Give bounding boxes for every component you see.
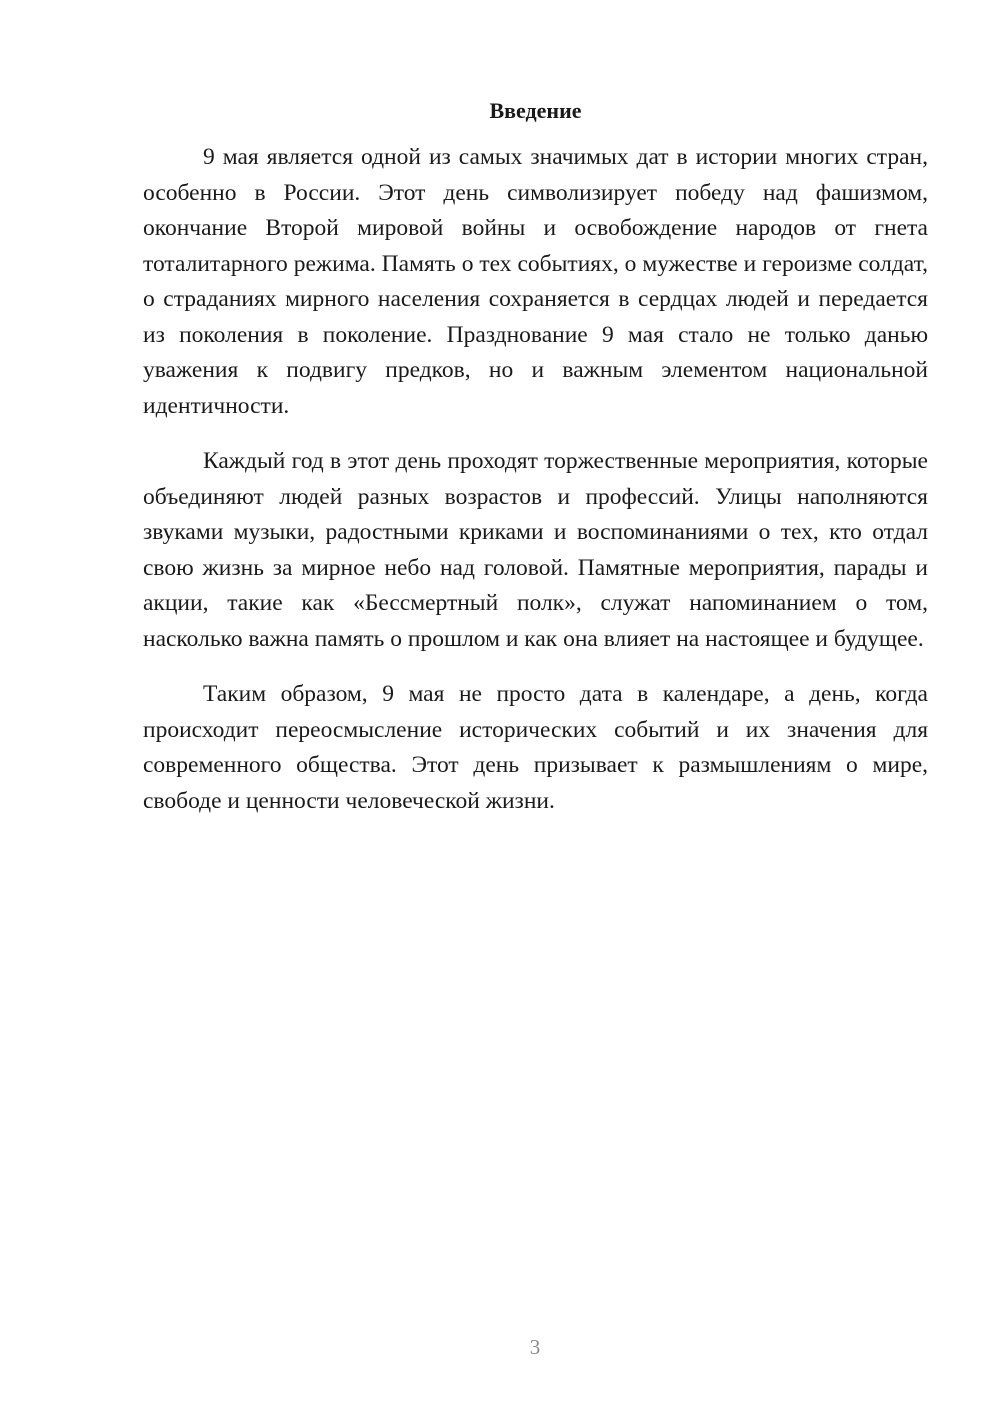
document-body: [143, 96, 928, 839]
paragraph-3: Таким образом, 9 мая не просто дата в календаре, а день, когда происходит переосмысление исторических событий и их значения для современного общества. Этот день призывает к размышлениям о мире, свободе и ценности человеческой жизни.: [143, 681, 928, 814]
page-number: 3: [529, 1335, 541, 1359]
section-heading: Введение: [489, 98, 582, 123]
paragraph-2: Каждый год в этот день проходят торжественные мероприятия, которые объединяют людей разных возрастов и профессий. Улицы наполняются звуками музыки, радостными криками и воспоминаниями о тех, кто отдал свою жизнь за мирное небо над головой. Памятные мероприятия, парады и акции, такие как «Бессмертный полк», служат напоминанием о том, насколько важна память о прошлом и как она влияет на настоящее и будущее.: [143, 448, 928, 652]
paragraph-1: 9 мая является одной из самых значимых дат в истории многих стран, особенно в России. Этот день символизирует победу над фашизмом, окончание Второй мировой войны и освобождение народов от гнета тоталитарного режима. Память о тех событиях, о мужестве и героизме солдат, о страданиях мирного населения сохраняется в сердцах людей и передается из поколения в поколение. Празднование 9 мая стало не только данью уважения к подвигу предков, но и важным элементом национальной идентичности.: [143, 144, 928, 419]
